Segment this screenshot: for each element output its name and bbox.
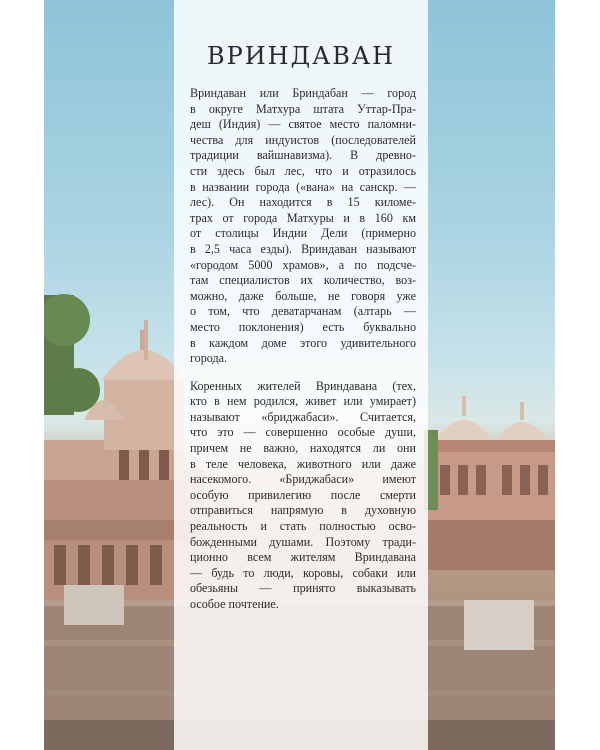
text-line: в названии города («вана» на санскр. —	[190, 179, 416, 194]
text-line: традиции вайшнавизма). В древно-	[190, 148, 416, 163]
text-line: города.	[190, 351, 227, 366]
paragraph-1	[190, 86, 416, 367]
right-temple	[424, 396, 555, 570]
text-line: лес). Он находится в 15 киломе-	[190, 195, 416, 210]
page-title: ВРИНДАВАН	[206, 42, 396, 70]
text-line: реальность и стать полностью осво-	[190, 519, 416, 534]
text-line: называют «бриджабаси». Считается,	[190, 409, 416, 424]
text-line: насекомого. «Бриджабаси» имеют	[190, 472, 416, 487]
text-line: в 2,5 часа езды). Вриндаван называют	[190, 241, 416, 256]
text-line: кто в нем родился, живет или умирает)	[190, 394, 416, 409]
text-line: ционно всем жителям Вриндавана	[190, 550, 416, 565]
text-line: от столицы Индии Дели (примерно	[190, 226, 416, 241]
text-line: особое почтение.	[190, 597, 279, 611]
text-line: отправиться напрямую в духовную	[190, 503, 416, 518]
text-line: Вриндаван или Бриндабан — город	[190, 86, 416, 100]
text-line: «городом 5000 храмов», а по подсче-	[190, 257, 416, 272]
text-line: в теле человека, животного или даже	[190, 456, 416, 471]
text-line: божденными душами. Поэтому тради-	[190, 534, 416, 549]
text-line: чества для индуистов (последователей	[190, 132, 416, 147]
text-line: о том, что деватарчанам (алтарь —	[190, 304, 416, 319]
text-line: деш (Индия) — святое место паломни-	[190, 117, 416, 132]
text-line: там специалистов их количество, воз-	[190, 273, 416, 288]
text-line: сти здесь был лес, что и отразилось	[190, 163, 416, 178]
text-line: место поклонения) есть буквально	[190, 319, 416, 334]
text-line: Коренных жителей Вриндавана (тех,	[190, 378, 416, 393]
text-line: трах от города Матхуры и в 160 км	[190, 210, 416, 225]
paragraph-2	[190, 379, 416, 613]
text-line: что это — совершенно особые души,	[190, 425, 416, 440]
text-line: в округе Матхура штата Уттар-Пра-	[190, 101, 416, 116]
text-line: можно, даже больше, не говоря уже	[190, 288, 416, 303]
text-line: причем не важно, находятся ли они	[190, 441, 416, 456]
text-line: в каждом доме этого удивительного	[190, 335, 416, 350]
text-line: особую привилегию после смерти	[190, 487, 416, 502]
text-line: — будь то люди, коровы, собаки или	[190, 565, 416, 580]
article-body	[190, 86, 416, 625]
text-line: обезьяны — принято выказывать	[190, 581, 416, 596]
